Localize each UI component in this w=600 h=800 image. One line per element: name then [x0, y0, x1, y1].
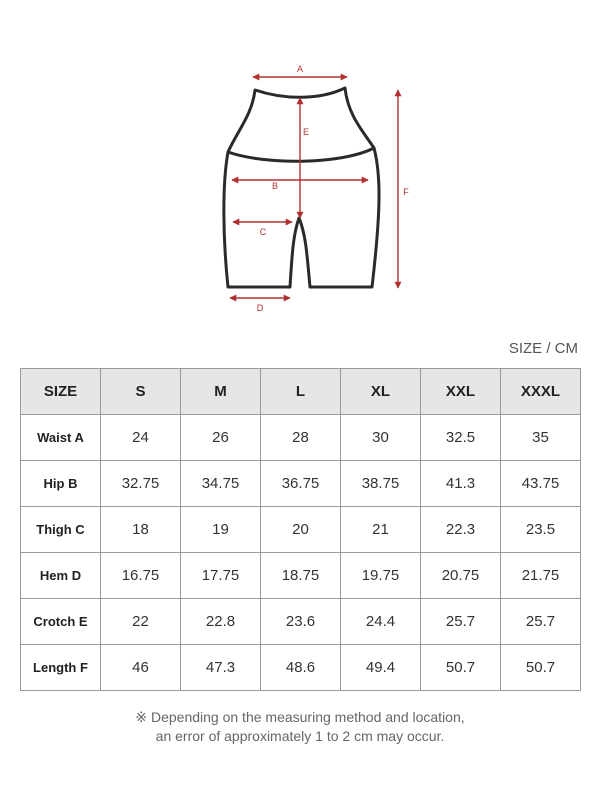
- table-row: [21, 461, 581, 507]
- row-label: Hip B: [21, 461, 101, 507]
- dimension-label-a: A: [296, 64, 304, 74]
- table-row: [21, 415, 581, 461]
- table-cell: 20.75: [421, 553, 501, 599]
- table-row: [21, 599, 581, 645]
- table-row: [21, 507, 581, 553]
- size-header: L: [261, 369, 341, 415]
- table-cell: 17.75: [181, 553, 261, 599]
- shorts-outline: [224, 88, 379, 287]
- table-cell: 19.75: [341, 553, 421, 599]
- size-header: XL: [341, 369, 421, 415]
- table-header-row: [21, 369, 581, 415]
- table-cell: 20: [261, 507, 341, 553]
- table-row: [21, 553, 581, 599]
- table-cell: 49.4: [341, 645, 421, 691]
- table-cell: 24.4: [341, 599, 421, 645]
- table-cell: 24: [101, 415, 181, 461]
- dimension-lines: [230, 77, 398, 298]
- dimension-label-d: D: [256, 303, 264, 313]
- row-label: Crotch E: [21, 599, 101, 645]
- table-cell: 41.3: [421, 461, 501, 507]
- dimension-label-f: F: [403, 187, 409, 197]
- row-label: Thigh C: [21, 507, 101, 553]
- table-cell: 25.7: [501, 599, 581, 645]
- table-cell: 26: [181, 415, 261, 461]
- table-cell: 18.75: [261, 553, 341, 599]
- table-cell: 48.6: [261, 645, 341, 691]
- table-cell: 18: [101, 507, 181, 553]
- measurement-note: [0, 708, 600, 746]
- table-cell: 35: [501, 415, 581, 461]
- dimension-label-c: C: [259, 227, 267, 237]
- table-cell: 25.7: [421, 599, 501, 645]
- row-label: Waist A: [21, 415, 101, 461]
- table-cell: 46: [101, 645, 181, 691]
- table-cell: 28: [261, 415, 341, 461]
- table-cell: 16.75: [101, 553, 181, 599]
- table-cell: 36.75: [261, 461, 341, 507]
- table-cell: 22.8: [181, 599, 261, 645]
- note-line-2: an error of approximately 1 to 2 cm may occur.: [155, 728, 445, 744]
- row-label: Hem D: [21, 553, 101, 599]
- table-cell: 50.7: [501, 645, 581, 691]
- table-row: [21, 645, 581, 691]
- table-cell: 19: [181, 507, 261, 553]
- table-corner-header: SIZE: [21, 369, 101, 415]
- table-cell: 32.75: [101, 461, 181, 507]
- table-cell: 22.3: [421, 507, 501, 553]
- shorts-measurement-diagram: [0, 0, 600, 330]
- size-header: M: [181, 369, 261, 415]
- table-cell: 21: [341, 507, 421, 553]
- table-cell: 22: [101, 599, 181, 645]
- size-header: XXXL: [501, 369, 581, 415]
- size-header: XXL: [421, 369, 501, 415]
- table-cell: 21.75: [501, 553, 581, 599]
- unit-label: SIZE / CM: [508, 340, 578, 357]
- table-cell: 34.75: [181, 461, 261, 507]
- dimension-label-e: E: [302, 127, 310, 137]
- row-label: Length F: [21, 645, 101, 691]
- table-cell: 50.7: [421, 645, 501, 691]
- table-cell: 30: [341, 415, 421, 461]
- table-cell: 23.5: [501, 507, 581, 553]
- dimension-label-b: B: [271, 181, 279, 191]
- note-line-1: ※ Depending on the measuring method and location,: [135, 709, 465, 725]
- table-cell: 43.75: [501, 461, 581, 507]
- table-cell: 38.75: [341, 461, 421, 507]
- size-chart-table: [20, 368, 581, 691]
- table-cell: 23.6: [261, 599, 341, 645]
- table-cell: 47.3: [181, 645, 261, 691]
- table-cell: 32.5: [421, 415, 501, 461]
- size-header: S: [101, 369, 181, 415]
